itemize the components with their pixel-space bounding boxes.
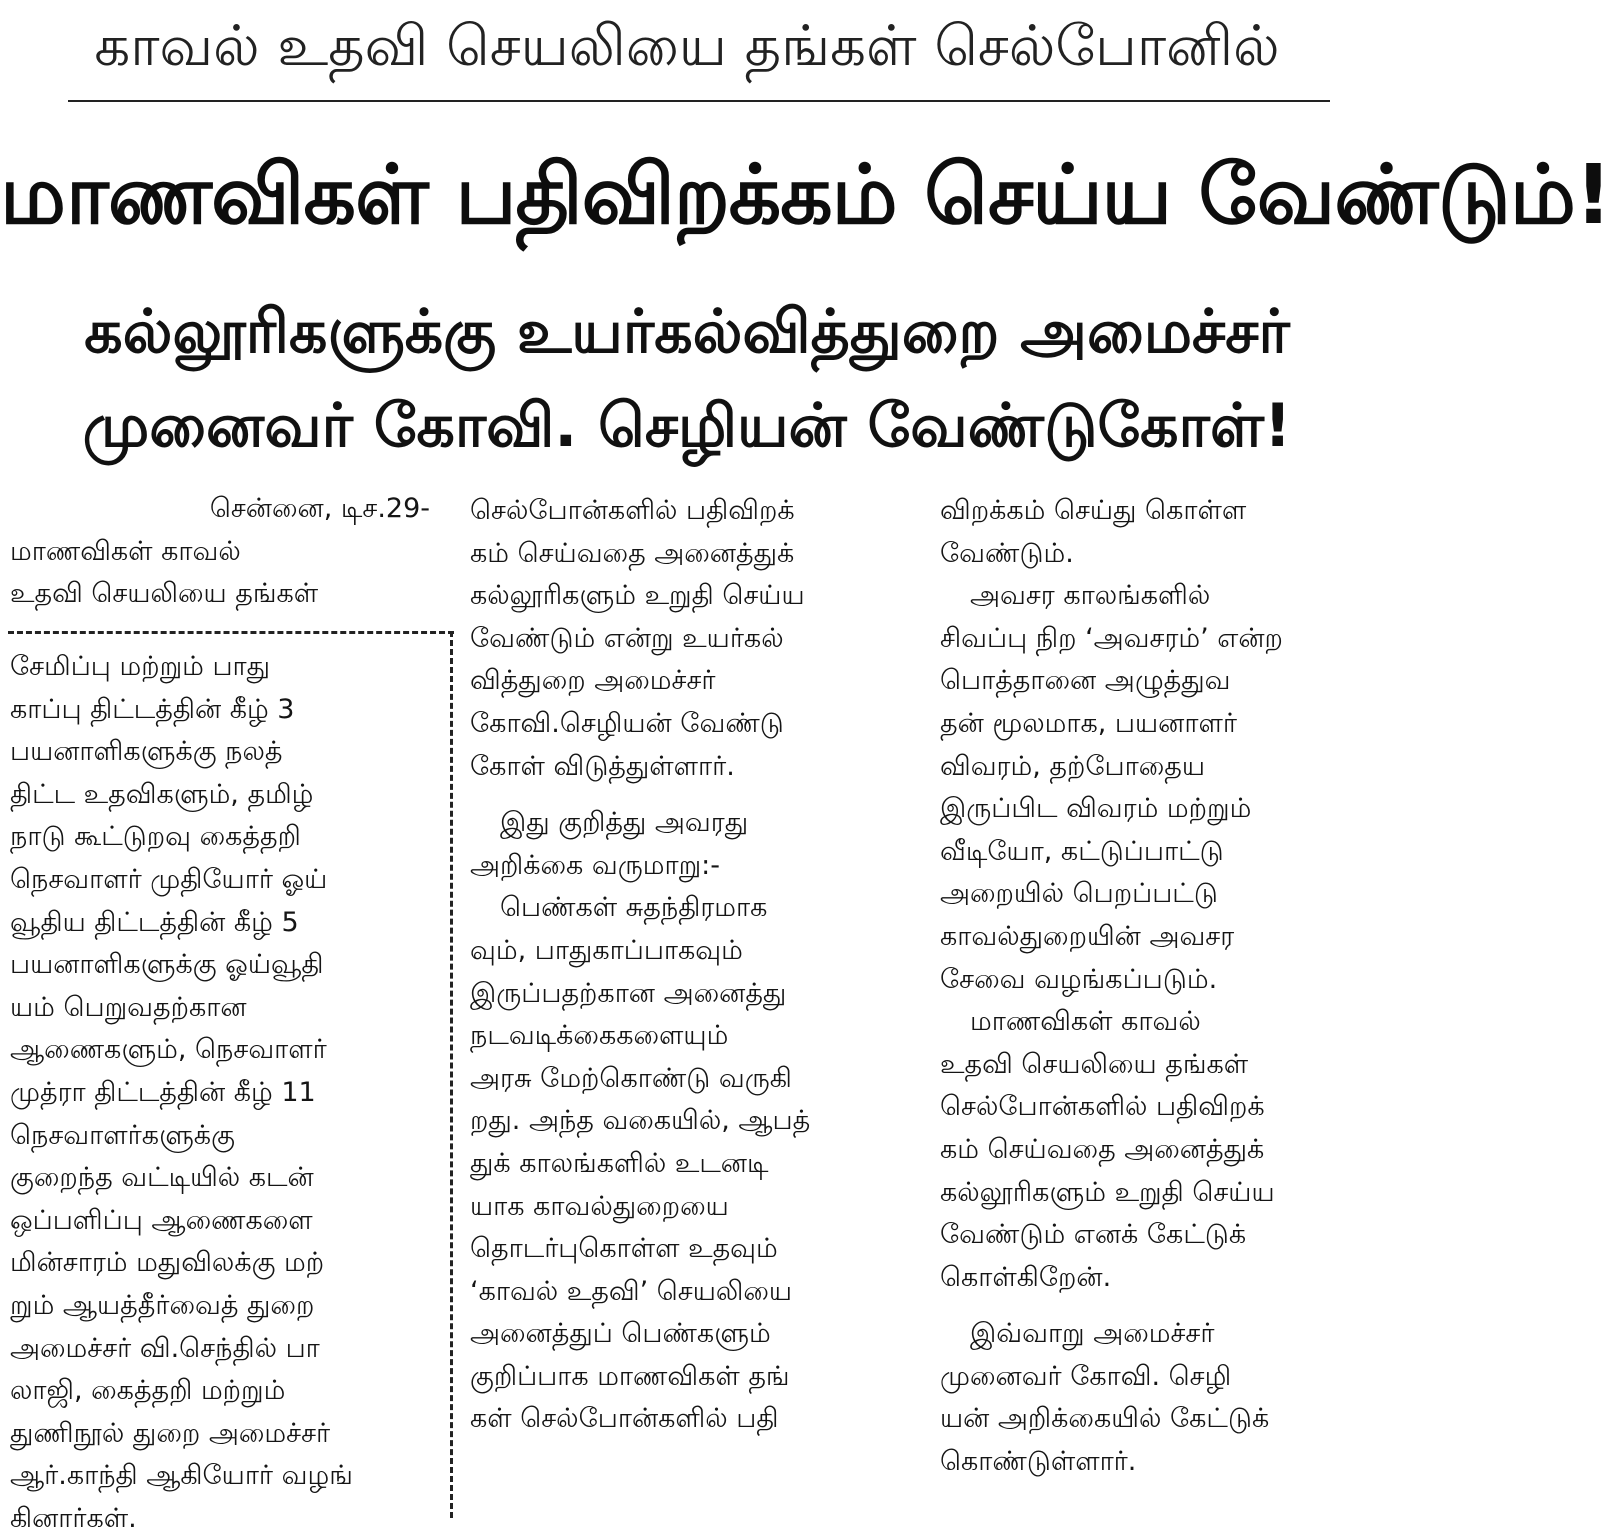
sidebar-line: பயனாளிகளுக்கு நலத்: [10, 736, 283, 768]
sidebar-line: காப்பு திட்டத்தின் கீழ் 3: [10, 693, 295, 725]
sidebar-line: துணிநூல் துறை அமைச்சர்: [10, 1417, 331, 1449]
column-1-line: மாணவிகள் காவல்: [10, 535, 241, 567]
column-2-line: கோவி.செழியன் வேண்டு: [470, 707, 784, 739]
column-2-line: குறிப்பாக மாணவிகள் தங்: [470, 1360, 790, 1392]
subhead-line-1: கல்லூரிகளுக்கு உயர்கல்வித்துறை அமைச்சர்: [84, 297, 1290, 367]
column-3-line: சிவப்பு நிற ‘அவசரம்’ என்ற: [940, 622, 1283, 654]
sidebar-box: [10, 646, 430, 1540]
column-3-line: வீடியோ, கட்டுப்பாட்டு: [940, 835, 1224, 867]
column-2-line: றது. அந்த வகையில், ஆபத்: [470, 1105, 811, 1137]
dateline: சென்னை, டிச.29-: [209, 493, 430, 524]
column-3-line: விவரம், தற்போதைய: [940, 750, 1206, 782]
column-3-line: வேண்டும்.: [940, 537, 1074, 569]
column-2-line: இருப்பதற்கான அனைத்து: [470, 977, 787, 1009]
column-2-line: அரசு மேற்கொண்டு வருகி: [470, 1062, 792, 1094]
sidebar-line: ஆணைகளும், நெசவாளர்: [10, 1034, 327, 1066]
column-3-line: உதவி செயலியை தங்கள்: [940, 1048, 1249, 1080]
column-2-line: அறிக்கை வருமாறு:-: [470, 849, 721, 881]
column-3-line: அவசர காலங்களில்: [970, 580, 1211, 612]
column-3-line: தன் மூலமாக, பயனாளர்: [940, 707, 1237, 739]
column-2-line: வித்துறை அமைச்சர்: [470, 665, 716, 697]
sidebar-line: சேமிப்பு மற்றும் பாது: [10, 651, 271, 682]
column-2-line: கோள் விடுத்துள்ளார்.: [470, 750, 735, 782]
column-2-line: செல்போன்களில் பதிவிறக்: [470, 495, 795, 526]
column-2-line: யாக காவல்துறையை: [470, 1190, 729, 1222]
column-2-line: தொடர்புகொள்ள உதவும்: [470, 1233, 778, 1265]
column-3-line: முனைவர் கோவி. செழி: [940, 1360, 1232, 1392]
column-2-line: துக் காலங்களில் உடனடி: [470, 1147, 769, 1179]
sidebar-box-top-border: [8, 631, 454, 634]
column-2: [470, 490, 890, 1441]
column-1: [10, 488, 430, 616]
sidebar-line: ஆர்.காந்தி ஆகியோர் வழங்: [10, 1460, 353, 1492]
sidebar-line: திட்ட உதவிகளும், தமிழ்: [10, 778, 314, 810]
column-3-line: விறக்கம் செய்து கொள்ள: [940, 495, 1247, 526]
column-3-line: இவ்வாறு அமைச்சர்: [970, 1318, 1215, 1350]
column-2-line: கம் செய்வதை அனைத்துக்: [470, 537, 795, 569]
column-3-line: இருப்பிட விவரம் மற்றும்: [940, 793, 1252, 825]
column-3-line: பொத்தானை அழுத்துவ: [940, 665, 1231, 697]
column-3: [940, 490, 1364, 1484]
sidebar-line: மின்சாரம் மதுவிலக்கு மற்: [10, 1247, 325, 1279]
column-3-line: அறையில் பெறப்பட்டு: [940, 878, 1218, 910]
column-2-line: வும், பாதுகாப்பாகவும்: [470, 934, 743, 966]
column-2-line: அனைத்துப் பெண்களும்: [470, 1318, 771, 1350]
sidebar-line: வூதிய திட்டத்தின் கீழ் 5: [10, 906, 299, 938]
column-2-line: நடவடிக்கைகளையும்: [470, 1020, 729, 1052]
sidebar-line: அமைச்சர் வி.செந்தில் பா: [10, 1332, 320, 1364]
headline: மாணவிகள் பதிவிறக்கம் செய்ய வேண்டும்!: [0, 148, 1611, 243]
column-2-line: கள் செல்போன்களில் பதி: [470, 1403, 779, 1435]
sidebar-line: ஒப்பளிப்பு ஆணைகளை: [10, 1204, 313, 1236]
sidebar-line: குறைந்த வட்டியில் கடன்: [10, 1162, 314, 1194]
column-2-line: வேண்டும் என்று உயர்கல்: [470, 622, 784, 654]
column-3-line: யன் அறிக்கையில் கேட்டுக்: [940, 1403, 1270, 1435]
sidebar-line: யம் பெறுவதற்கான: [10, 991, 247, 1023]
column-3-line: கொண்டுள்ளார்.: [940, 1446, 1137, 1478]
column-3-line: சேவை வழங்கப்படும்.: [940, 963, 1218, 995]
sidebar-line: நெசவாளர் முதியோர் ஓய்: [10, 863, 328, 895]
column-3-line: வேண்டும் எனக் கேட்டுக்: [940, 1219, 1247, 1251]
sidebar-line: நெசவாளர்களுக்கு: [10, 1119, 235, 1151]
sidebar-line: கினார்கள்.: [10, 1502, 137, 1534]
sidebar-line: நாடு கூட்டுறவு கைத்தறி: [10, 821, 301, 853]
column-3-line: கல்லூரிகளும் உறுதி செய்ய: [940, 1176, 1275, 1208]
sidebar-line: றும் ஆயத்தீர்வைத் துறை: [10, 1289, 315, 1321]
kicker-line: காவல் உதவி செயலியை தங்கள் செல்போனில்: [94, 14, 1280, 79]
column-2-line: இது குறித்து அவரது: [500, 807, 749, 839]
subhead-line-2: முனைவர் கோவி. செழியன் வேண்டுகோள்!: [82, 391, 1292, 461]
sidebar-box-right-border: [450, 631, 453, 1518]
column-3-line: செல்போன்களில் பதிவிறக்: [940, 1091, 1265, 1123]
column-2-line: கல்லூரிகளும் உறுதி செய்ய: [470, 580, 805, 612]
column-2-line: ‘காவல் உதவி’ செயலியை: [470, 1275, 793, 1307]
column-2-line: பெண்கள் சுதந்திரமாக: [500, 892, 768, 924]
column-3-line: மாணவிகள் காவல்: [970, 1006, 1201, 1038]
column-3-line: கம் செய்வதை அனைத்துக்: [940, 1133, 1265, 1165]
column-3-line: காவல்துறையின் அவசர: [940, 920, 1235, 952]
column-3-line: கொள்கிறேன்.: [940, 1261, 1112, 1293]
sidebar-line: முத்ரா திட்டத்தின் கீழ் 11: [10, 1076, 316, 1108]
kicker-rule: [68, 100, 1330, 102]
column-1-line: உதவி செயலியை தங்கள்: [10, 578, 319, 610]
sidebar-line: பயனாளிகளுக்கு ஓய்வூதி: [10, 949, 324, 981]
sidebar-line: லாஜி, கைத்தறி மற்றும்: [10, 1375, 286, 1407]
